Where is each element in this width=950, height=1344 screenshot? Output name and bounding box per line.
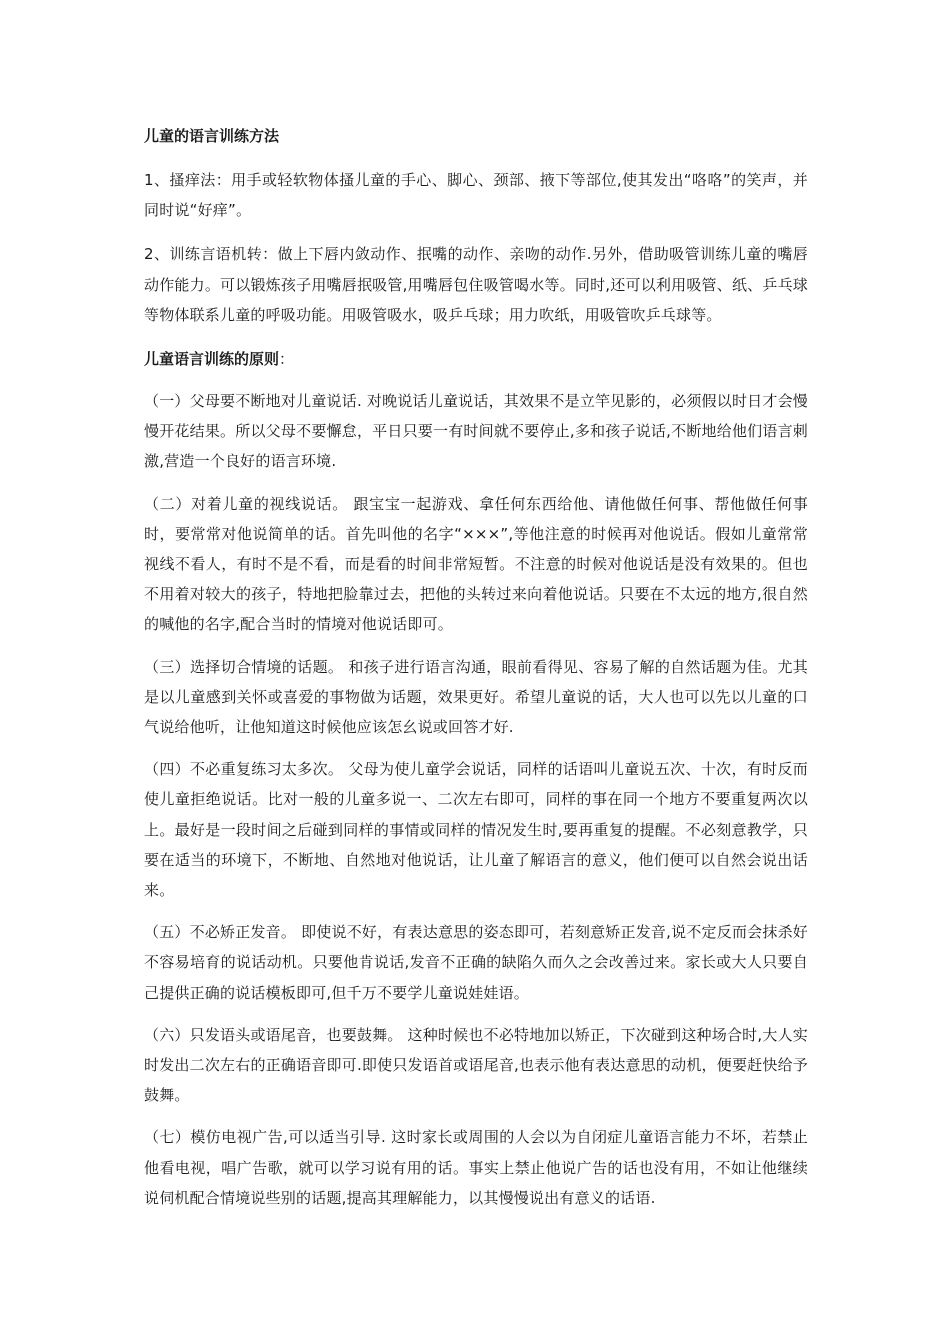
principles-heading-text: 儿童语言训练的原则	[144, 350, 280, 369]
principle-paragraph-4: （四）不必重复练习太多次。 父母为使儿童学会说话，同样的话语叫儿童说五次、十次，有时反而使儿童拒绝说话。比对一般的儿童多说一、二次左右即可，同样的事在同一个地方不要重复两次以上。最好是一段时间之后碰到同样的事情或同样的情况发生时,要再重复的提醒。不必刻意教学，只要在适当的环境下，不断地、自然地对他说话，让儿童了解语言的意义，他们便可以自然会说出话来。	[144, 760, 808, 900]
principles-heading-colon: ：	[279, 350, 295, 369]
document-title: 儿童的语言训练方法	[144, 127, 280, 145]
principle-paragraph-7: （七）模仿电视广告,可以适当引导. 这时家长或周围的人会以为自闭症儿童语言能力不坏，若禁止他看电视，唱广告歌，就可以学习说有用的话。事实上禁止他说广告的话也没有用，不如让他继续说伺机配合情境说些别的话题,提高其理解能力，以其慢慢说出有意义的话语.	[144, 1128, 808, 1207]
principles-heading	[144, 344, 808, 374]
principle-paragraph-6: （六）只发语头或语尾音，也要鼓舞。 这种时候也不必特地加以矫正，下次碰到这种场合时,大人实时发出二次左右的正确语音即可.即使只发语首或语尾音,也表示他有表达意思的动机，便要赶快给予鼓舞。	[144, 1025, 808, 1105]
principle-paragraph-5: （五）不必矫正发音。 即使说不好，有表达意思的姿态即可，若刻意矫正发音,说不定反而会抹杀好不容易培育的说话动机。只要他肯说话,发音不正确的缺陷久而久之会改善过来。家长或大人只要自己提供正确的说话模板即可,但千万不要学儿童说娃娃语。	[144, 923, 808, 1002]
method-paragraph-1: 1、搔痒法：用手或轻软物体搔儿童的手心、脚心、颈部、掖下等部位,使其发出“咯咯”的笑声，并同时说“好痒”。	[144, 171, 808, 220]
principle-paragraph-1: （一）父母要不断地对儿童说话. 对晚说话儿童说话，其效果不是立竿见影的，必须假以时日才会慢慢开花结果。所以父母不要懈怠，平日只要一有时间就不要停止,多和孩子说话,不断地给他们语言刺激,营造一个良好的语言环境.	[144, 392, 808, 471]
principle-paragraph-3: （三）选择切合情境的话题。 和孩子进行语言沟通，眼前看得见、容易了解的自然话题为佳。尤其是以儿童感到关怀或喜爱的事物做为话题，效果更好。希望儿童说的话，大人也可以先以儿童的口气说给他听，让他知道这时候他应该怎幺说或回答才好.	[144, 657, 808, 737]
method-paragraph-2: 2、训练言语机转：做上下唇内敛动作、抿嘴的动作、亲吻的动作.另外，借助吸管训练儿童的嘴唇动作能力。可以锻炼孩子用嘴唇抿吸管,用嘴唇包住吸管喝水等。同时,还可以利用吸管、纸、乒乓球等物体联系儿童的呼吸功能。用吸管吸水，吸乒乓球；用力吹纸，用吸管吹乒乓球等。	[144, 245, 808, 324]
principle-paragraph-2: （二）对着儿童的视线说话。 跟宝宝一起游戏、拿任何东西给他、请他做任何事、帮他做任何事时，要常常对他说简单的话。首先叫他的名字“×××”,等他注意的时候再对他说话。假如儿童常常视线不看人，有时不是不看，而是看的时间非常短暂。不注意的时候对他说话是没有效果的。但也不用着对较大的孩子，特地把脸靠过去，把他的头转过来向着他说话。只要在不太远的地方,很自然的喊他的名字,配合当时的情境对他说话即可。	[144, 494, 808, 634]
document-page	[144, 121, 808, 1225]
